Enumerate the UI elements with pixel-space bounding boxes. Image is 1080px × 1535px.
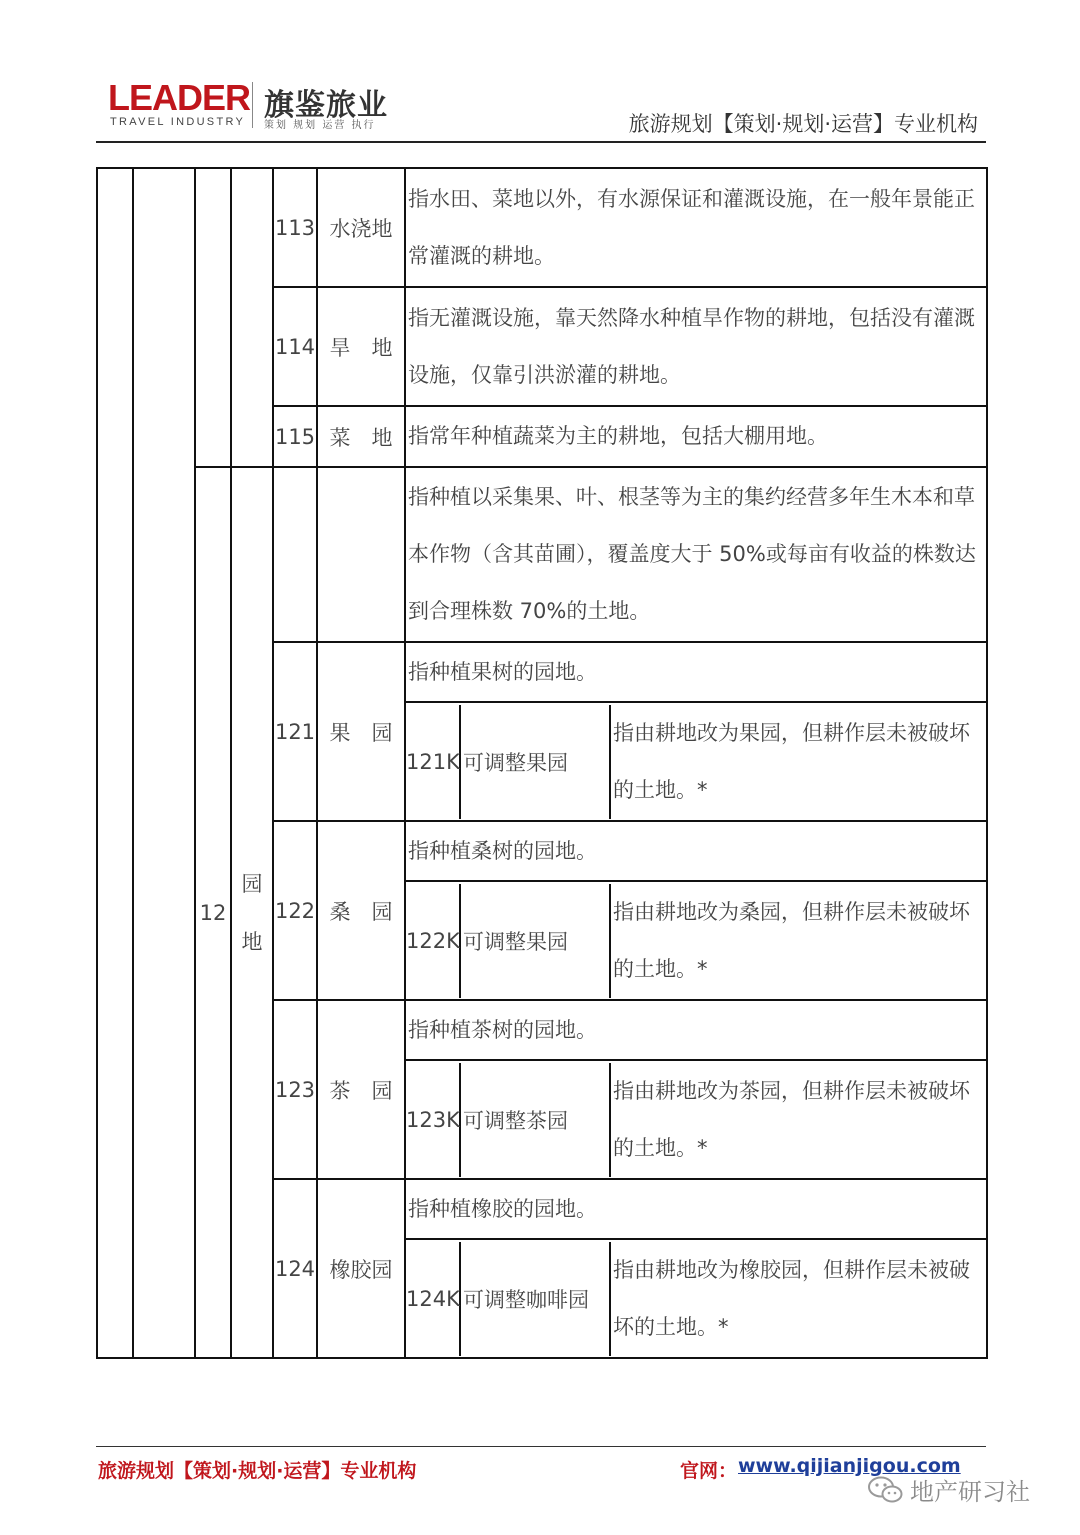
land-name: 水浇地 [317, 168, 405, 287]
header-tagline: 旅游规划【策划·规划·运营】专业机构 [628, 112, 978, 136]
adjustable-description: 指由耕地改为茶园，但耕作层未被破坏的土地。* [613, 1078, 970, 1160]
land-description: 指常年种植蔬菜为主的耕地，包括大棚用地。 [405, 406, 987, 467]
group-description: 指种植以采集果、叶、根茎等为主的集约经营多年生木本和草本作物（含其苗圃），覆盖度大于 50%或每亩有收益的株数达到合理株数 70%的土地。 [405, 467, 987, 642]
group-name-orchard-land [231, 467, 273, 1358]
logo-divider [252, 82, 253, 128]
watermark-text: 地产研习社 [910, 1478, 1030, 1506]
land-description: 指水田、菜地以外，有水源保证和灌溉设施，在一般年景能正常灌溉的耕地。 [405, 168, 987, 287]
adjustable-name: 可调整果园 [460, 705, 610, 819]
land-code: 115 [273, 406, 317, 467]
land-code: 123 [273, 1000, 317, 1179]
land-description: 指种植茶树的园地。 [405, 1000, 987, 1060]
table-row [97, 467, 987, 642]
land-name: 橡胶园 [317, 1179, 405, 1358]
blank-cell-class-code [97, 168, 133, 1358]
footer-site-label: 官网： [680, 1460, 738, 1482]
adjustable-code: 122K [406, 884, 460, 998]
logo-chinese: 旗鉴旅业 [264, 88, 388, 123]
adjustable-subrow [405, 1239, 987, 1358]
wechat-icon [866, 1475, 904, 1505]
adjustable-subrow [405, 881, 987, 1000]
adjustable-description: 指由耕地改为果园，但耕作层未被破坏的土地。* [613, 720, 970, 802]
land-code: 113 [273, 168, 317, 287]
land-description: 指种植果树的园地。 [405, 642, 987, 702]
logo-leader: LEADER [108, 77, 251, 118]
group-name-bottom: 地 [241, 929, 263, 954]
land-code: 121 [273, 642, 317, 821]
land-name: 茶 园 [317, 1000, 405, 1179]
adjustable-name: 可调整咖啡园 [460, 1242, 610, 1356]
blank-cell-subclass-code [195, 168, 231, 467]
land-description: 指无灌溉设施，靠天然降水种植旱作物的耕地，包括没有灌溉设施，仅靠引洪淤灌的耕地。 [405, 287, 987, 406]
watermark [866, 1472, 1030, 1507]
land-code: 124 [273, 1179, 317, 1358]
adjustable-code: 123K [406, 1063, 460, 1177]
land-name: 旱 地 [317, 287, 405, 406]
land-code: 122 [273, 821, 317, 1000]
adjustable-name: 可调整果园 [460, 884, 610, 998]
adjustable-subrow [405, 702, 987, 821]
footer-rule [96, 1446, 986, 1447]
land-description: 指种植桑树的园地。 [405, 821, 987, 881]
header-rule [96, 141, 986, 143]
blank-cell-class-name [133, 168, 195, 1358]
adjustable-code: 121K [406, 705, 460, 819]
adjustable-description: 指由耕地改为桑园，但耕作层未被破坏的土地。* [613, 899, 970, 981]
table-row [97, 168, 987, 287]
group-code-12: 12 [195, 467, 231, 1358]
adjustable-code: 124K [406, 1242, 460, 1356]
land-name: 桑 园 [317, 821, 405, 1000]
blank-cell-code [273, 467, 317, 642]
land-name: 菜 地 [317, 406, 405, 467]
footer-site-link[interactable]: www.qijianjigou.com [738, 1455, 961, 1477]
adjustable-description: 指由耕地改为橡胶园，但耕作层未被破坏的土地。* [613, 1257, 970, 1339]
logo-subtitle-cn: 策划 规划 运营 执行 [264, 120, 376, 131]
footer-tagline: 旅游规划【策划·规划·运营】专业机构 [98, 1460, 417, 1482]
blank-cell-name [317, 467, 405, 642]
land-description: 指种植橡胶的园地。 [405, 1179, 987, 1239]
logo-subtitle-en: TRAVEL INDUSTRY [110, 116, 246, 128]
land-name: 果 园 [317, 642, 405, 821]
land-use-table [96, 167, 988, 1359]
blank-cell-subclass-name [231, 168, 273, 467]
adjustable-subrow [405, 1060, 987, 1179]
land-code: 114 [273, 287, 317, 406]
adjustable-name: 可调整茶园 [460, 1063, 610, 1177]
group-name-top: 园 [241, 871, 263, 896]
